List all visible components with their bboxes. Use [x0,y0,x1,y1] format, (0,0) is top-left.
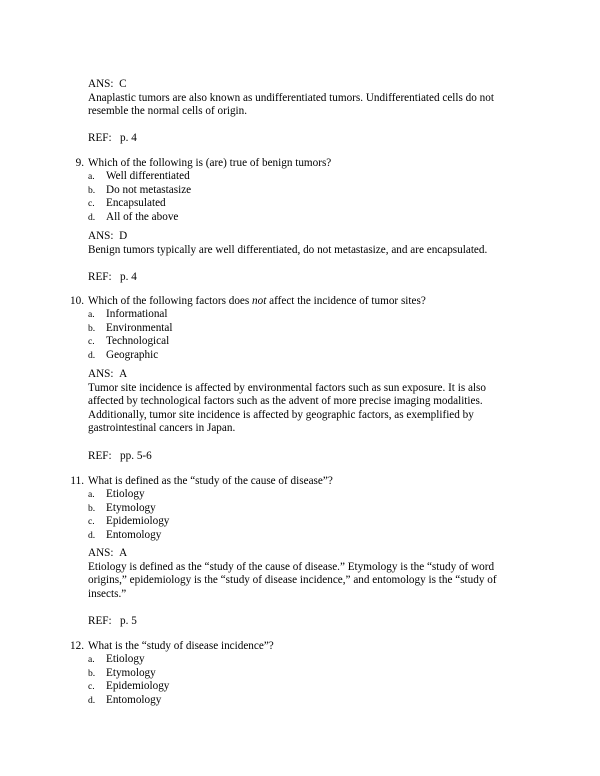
answer-label: ANS: [88,547,114,559]
answer-label: ANS: [88,230,114,242]
question-stem: What is the “study of disease incidence”? [88,640,274,652]
answer-block [88,230,528,284]
reference-line [88,132,518,146]
stem-text: Which of the following factors does [88,295,253,307]
option-text: Well differentiated [106,170,190,182]
reference-label: REF: [88,449,112,462]
answer-line [88,78,518,92]
option-letter: d. [88,349,96,361]
option-letter: d. [88,694,96,706]
option-text: Environmental [106,321,173,334]
option-item [88,488,388,502]
option-letter: d. [88,211,96,223]
option-letter: b. [88,322,96,334]
option-text: Geographic [106,348,159,361]
question-number: 12. [70,640,84,652]
option-text: Informational [106,308,168,320]
rationale: Anaplastic tumors are also known as undifferentiated tumors. Undifferentiated cells do not resemble the normal cells of origin. [88,91,494,118]
option-letter: c. [88,681,95,693]
answer-label: ANS: [88,78,114,90]
option-item [88,515,388,529]
answer-line [88,230,528,244]
option-text: All of the above [106,210,179,223]
rationale: Tumor site incidence is affected by environmental factors such as sun exposure. It is also affected by technological factors such as the advent of more precise imaging modalities. Additionally, tumor site incidence is affected by geographic factors, as exemplified by gastrointestinal cancers in Japan. [88,381,486,435]
option-text: Do not metastasize [106,183,192,196]
reference-label: REF: [88,270,112,283]
rationale: Etiology is defined as the “study of the cause of disease.” Etymology is the “study of word origins,” epidemiology is the “study of disease incidence,” and entomology is the “study of insects.” [88,560,497,600]
reference-line [88,271,528,285]
option-item [88,322,388,336]
option-text: Entomology [106,693,162,706]
answer-value: A [119,368,128,380]
answer-label: ANS: [88,368,114,380]
prev-answer-block [88,78,518,146]
option-text: Etymology [106,501,156,514]
option-text: Encapsulated [106,197,166,210]
question-number: 10. [70,295,84,307]
reference-value: p. 4 [120,132,137,145]
option-text: Etiology [106,653,145,665]
option-letter: a. [88,489,95,500]
option-item [88,349,388,363]
option-item [88,184,388,198]
question-stem: Which of the following is (are) true of benign tumors? [88,157,332,169]
option-item [88,502,388,516]
reference-line [88,450,516,464]
option-text: Etymology [106,666,156,679]
option-text: Etiology [106,488,145,500]
option-item [88,211,388,225]
option-letter: a. [88,171,95,182]
question-stem [88,295,528,309]
option-item [88,170,388,184]
rationale: Benign tumors typically are well differentiated, do not metastasize, and are encapsulated. [88,243,488,256]
answer-value: C [119,78,127,90]
reference-value: pp. 5-6 [120,449,152,462]
option-item [88,653,388,667]
option-letter: b. [88,667,96,679]
option-item [88,335,388,349]
option-letter: b. [88,502,96,514]
reference-value: p. 5 [120,614,137,627]
answer-line [88,368,516,382]
option-text: Epidemiology [106,680,170,693]
option-letter: c. [88,198,95,210]
option-item [88,308,388,322]
answer-block [88,547,508,629]
option-item [88,197,388,211]
answer-block [88,368,516,463]
option-letter: b. [88,184,96,196]
question-number: 11. [70,475,84,487]
options-list [88,308,388,362]
options-list [88,488,388,542]
option-item [88,529,388,543]
option-item [88,680,388,694]
option-letter: a. [88,654,95,665]
stem-emphasis: not [252,295,267,307]
reference-line [88,615,508,629]
answer-line [88,547,508,561]
option-letter: a. [88,309,95,320]
options-list [88,170,388,224]
option-text: Entomology [106,528,162,541]
option-text: Technological [106,335,170,348]
question-stem: What is defined as the “study of the cause of disease”? [88,475,333,487]
reference-label: REF: [88,614,112,627]
stem-text: affect the incidence of tumor sites? [266,295,426,307]
option-letter: c. [88,516,95,528]
option-letter: c. [88,336,95,348]
answer-value: A [119,547,128,559]
reference-label: REF: [88,132,112,145]
question-number: 9. [75,157,84,169]
option-letter: d. [88,529,96,541]
answer-value: D [119,230,128,242]
option-text: Epidemiology [106,515,170,528]
option-item [88,667,388,681]
options-list [88,653,388,707]
option-item [88,694,388,708]
reference-value: p. 4 [120,270,137,283]
